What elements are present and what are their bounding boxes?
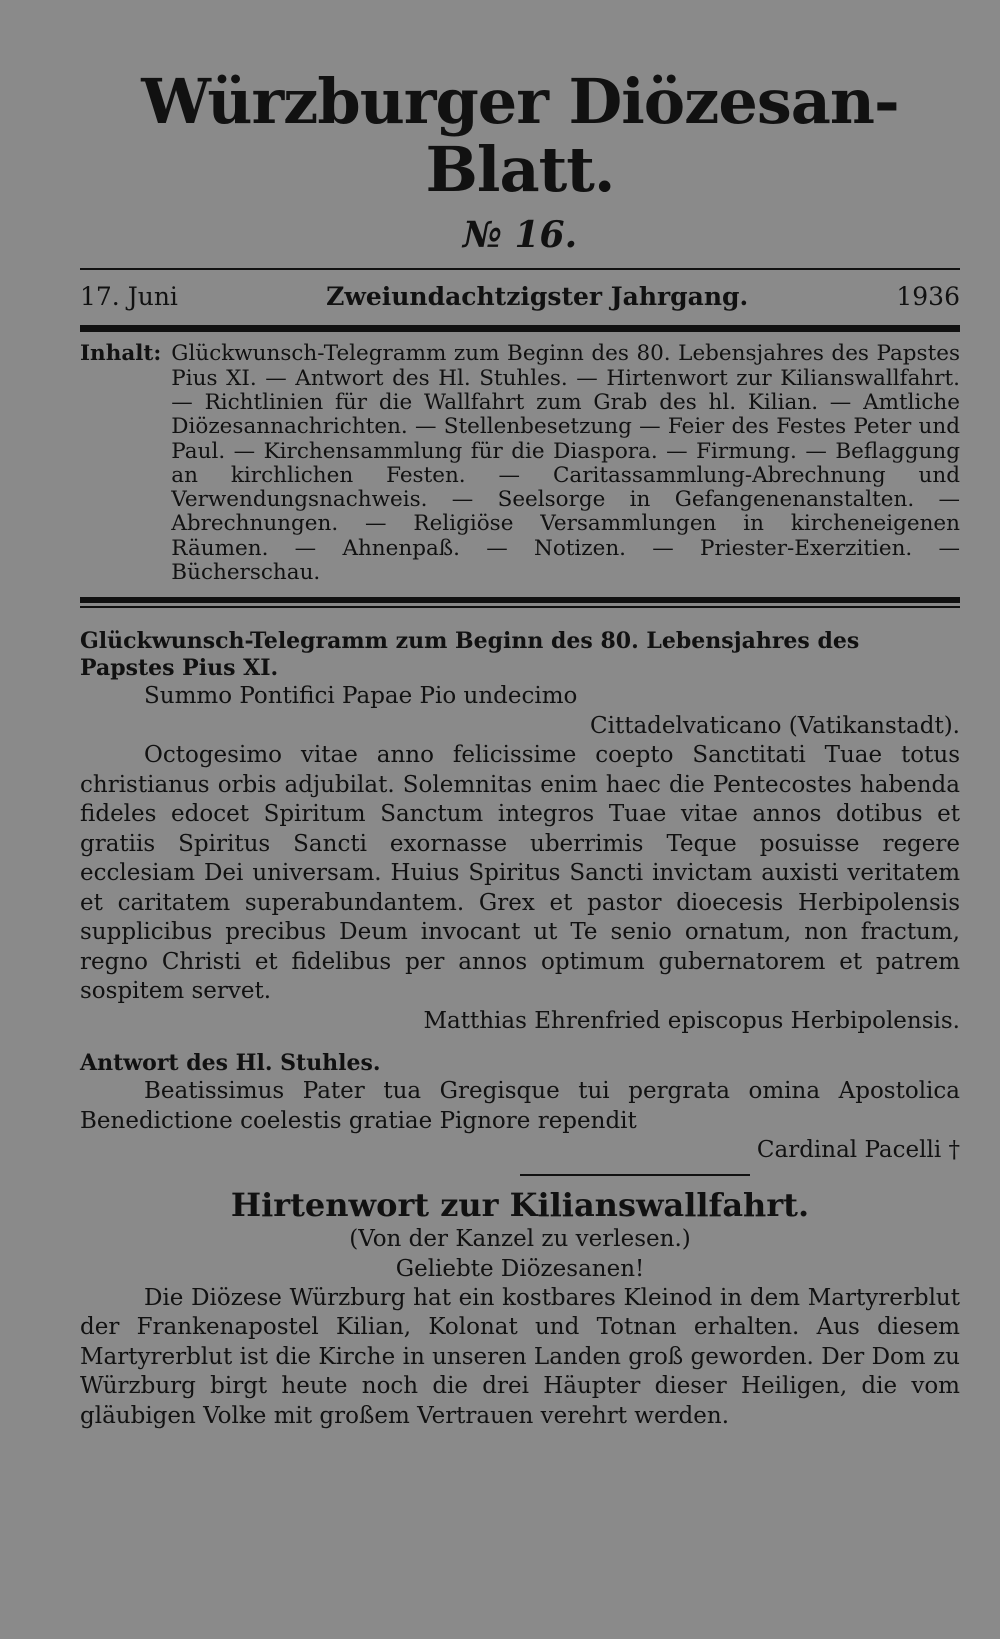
pastoral-salutation: Geliebte Diözesanen! [395, 1255, 645, 1282]
pastoral-heading: Hirtenwort zur Kilianswallfahrt. [230, 1185, 810, 1224]
telegram-body: Octogesimo vitae anno felicissime coepto Sanctitati Tuae totus christianus orbis adjubilat. Solemnitas enim haec die Pentecostes habenda fideles edocet Spiritum Sanctum integros Tuae vitae annos dotibus et gratiis Spiritus Sancti exornasse uberrimis Teque posuisse regere ecclesiam Dei universam. Huius Spiritus Sancti invictam auxisti veritatem et caritatem superabundantem. Grex et pastor dioecesis Herbipolensis supplicibus precibus Deum invocant ut Te senio ornatum, non fractum, regno Christi et fidelibus per annos optimum gubernatorem et patrem sospitem servet. [80, 742, 960, 1005]
divider [80, 268, 960, 270]
telegram-section [80, 682, 960, 1036]
document-page [80, 60, 960, 1431]
table-of-contents [80, 342, 960, 585]
pastoral-section [80, 1284, 960, 1432]
telegram-signature: Matthias Ehrenfried episcopus Herbipolensis. [423, 1007, 960, 1034]
telegram-destination: Cittadelvaticano (Vatikanstadt). [590, 712, 960, 739]
dateline [80, 282, 960, 311]
reply-signature: Cardinal Pacelli † [756, 1137, 960, 1164]
reply-section [80, 1077, 960, 1166]
volume-label: Zweiundachtzigster Jahrgang. [326, 282, 749, 312]
telegram-address: Summo Pontifici Papae Pio undecimo [144, 683, 578, 710]
divider [80, 597, 960, 608]
divider [520, 1174, 750, 1176]
masthead-title: Würzburger Diözesan-Blatt. [141, 65, 899, 207]
pastoral-note: (Von der Kanzel zu verlesen.) [349, 1225, 691, 1252]
reply-body: Beatissimus Pater tua Gregisque tui pergrata omina Apostolica Benedictione coelestis gratiae Pignore rependit [80, 1078, 960, 1134]
divider [80, 325, 960, 332]
telegram-heading: Glückwunsch-Telegramm zum Beginn des 80. Lebensjahres des Papstes Pius XI. [80, 628, 860, 682]
issue-number: № 16. [462, 214, 578, 257]
contents-label: Inhalt: [80, 341, 162, 367]
contents-text: Glückwunsch-Telegramm zum Beginn des 80. Lebensjahres des Papstes Pius XI. — Antwort des Hl. Stuhles. — Hirtenwort zur Kilianswallfahrt. — Richtlinien für die Wallfahrt zum Grab des hl. Kilian. — Amtliche Diözesannachrichten. — Stellenbesetzung — Feier des Festes Peter und Paul. — Kirchensammlung für die Diaspora. — Firmung. — Beflaggung an kirchlichen Festen. — Caritassammlung-Abrechnung und Verwendungsnachweis. — Seelsorge in Gefangenenanstalten. — Abrechnungen. — Religiöse Versammlungen in kircheneigenen Räumen. — Ahnenpaß. — Notizen. — Priester-Exerzitien. — Bücherschau. [171, 341, 960, 586]
issue-year: 1936 [896, 282, 960, 312]
issue-date: 17. Juni [80, 282, 178, 312]
pastoral-body: Die Diözese Würzburg hat ein kostbares Kleinod in dem Martyrerblut der Frankenapostel Kilian, Kolonat und Totnan erhalten. Aus diesem Martyrerblut ist die Kirche in unseren Landen groß geworden. Der Dom zu Würzburg birgt heute noch die drei Häupter dieser Heiligen, die vom gläubigen Volke mit großem Vertrauen verehrt werden. [80, 1284, 960, 1429]
reply-heading: Antwort des Hl. Stuhles. [80, 1050, 381, 1077]
